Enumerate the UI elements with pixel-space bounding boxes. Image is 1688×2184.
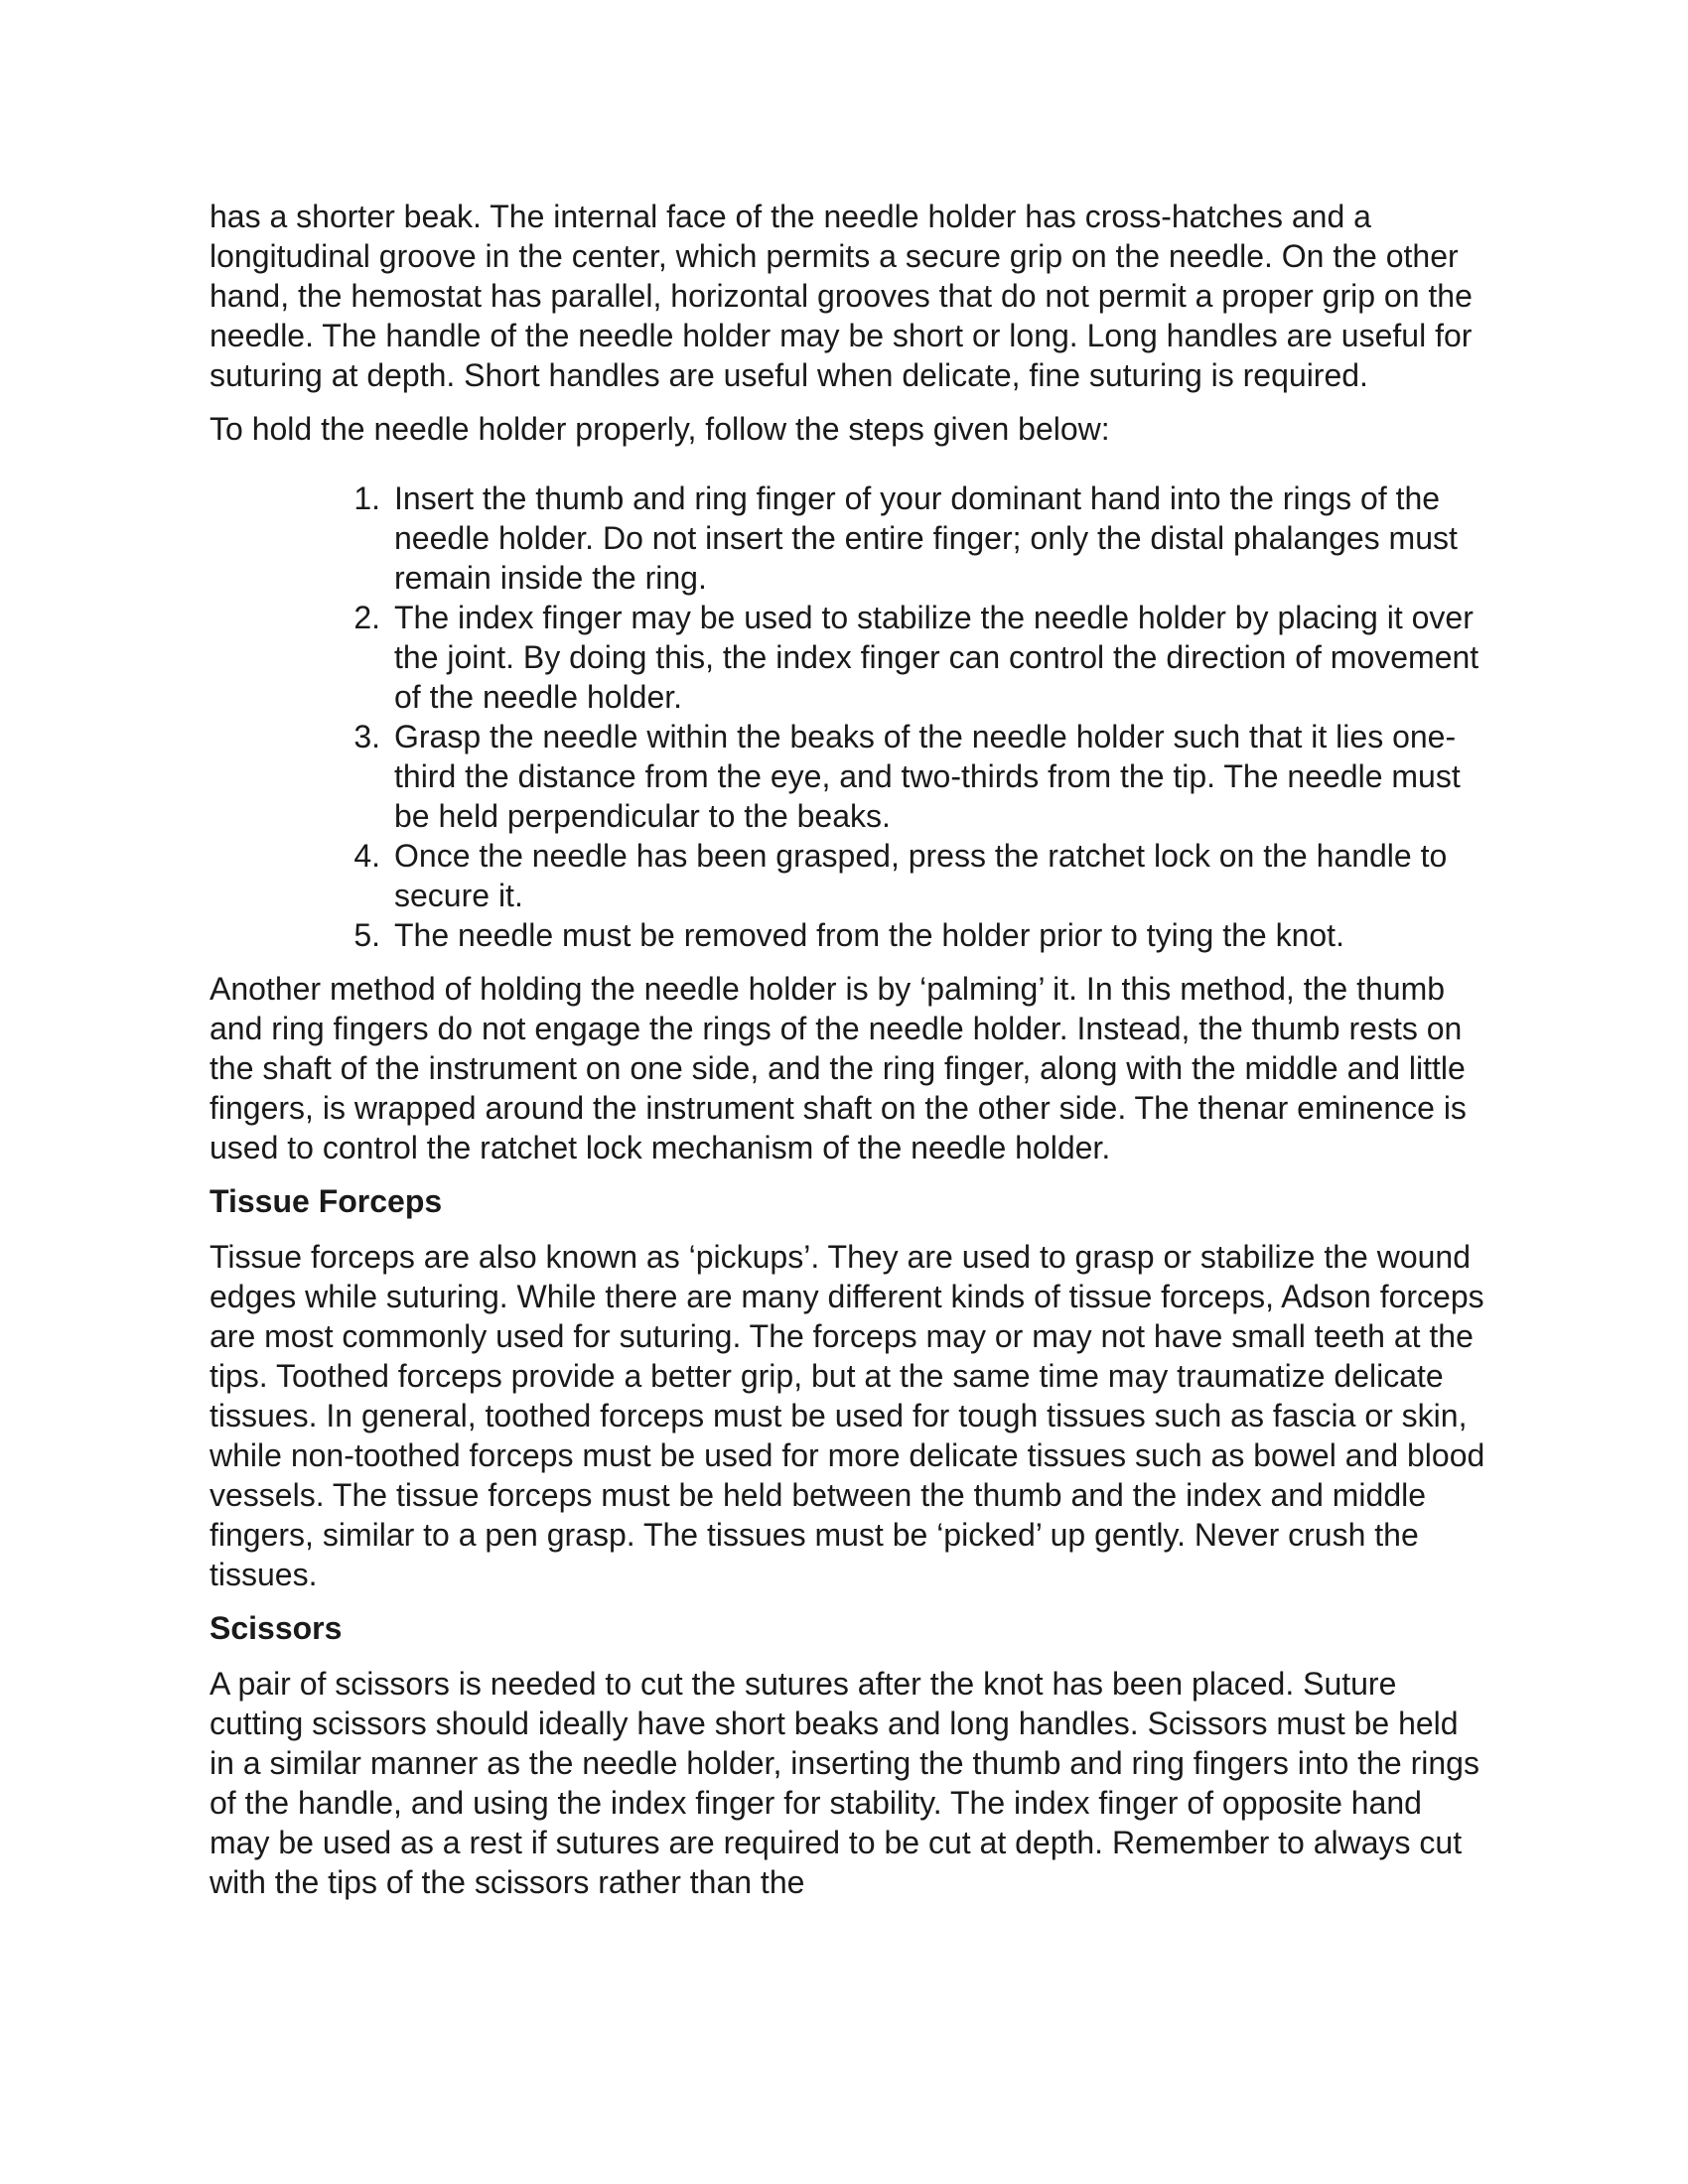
step-number: 1. xyxy=(353,480,380,516)
step-number: 4. xyxy=(353,838,380,874)
steps-list xyxy=(210,478,1490,955)
heading-tissue-forceps: Tissue Forceps xyxy=(210,1183,443,1219)
paragraph-tissue-forceps: Tissue forceps are also known as ‘pickups’. They are used to grasp or stabilize the wound edges while suturing. While there are many different kinds of tissue forceps, Adson forceps are most commonly used for suturing. The forceps may or may not have small teeth at the tips. Toothed forceps provide a better grip, but at the same time may traumatize delicate tissues. In general, toothed forceps must be used for tough tissues such as fascia or skin, while non-toothed forceps must be used for more delicate tissues such as bowel and blood vessels. The tissue forceps must be held between the thumb and the index and middle fingers, similar to a pen grasp. The tissues must be ‘picked’ up gently. Never crush the tissues. xyxy=(210,1239,1485,1592)
heading-scissors: Scissors xyxy=(210,1610,343,1646)
step-number: 5. xyxy=(353,917,380,953)
step-number: 3. xyxy=(353,719,380,754)
paragraph-steps-intro: To hold the needle holder properly, follow the steps given below: xyxy=(210,411,1110,447)
paragraph-scissors: A pair of scissors is needed to cut the sutures after the knot has been placed. Suture cutting scissors should ideally have short beaks and long handles. Scissors must be held in a similar manner as the needle holder, inserting the thumb and ring fingers into the rings of the handle, and using the index finger for stability. The index finger of opposite hand may be used as a rest if sutures are required to be cut at depth. Remember to always cut with the tips of the scissors rather than the xyxy=(210,1666,1479,1900)
step-text: The needle must be removed from the holder prior to tying the knot. xyxy=(394,917,1344,953)
step-number: 2. xyxy=(353,600,380,635)
document-page xyxy=(210,197,1490,1916)
list-item xyxy=(337,836,1490,915)
list-item xyxy=(337,598,1490,717)
list-item xyxy=(337,915,1490,955)
step-text: Once the needle has been grasped, press the ratchet lock on the handle to secure it. xyxy=(394,838,1448,913)
list-item xyxy=(337,717,1490,836)
step-text: Insert the thumb and ring finger of your dominant hand into the rings of the needle holder. Do not insert the entire finger; only the distal phalanges must remain inside the ring. xyxy=(394,480,1458,596)
step-text: The index finger may be used to stabilize the needle holder by placing it over the joint. By doing this, the index finger can control the direction of movement of the needle holder. xyxy=(394,600,1479,715)
paragraph-needle-holder-description: has a shorter beak. The internal face of the needle holder has cross-hatches and a longitudinal groove in the center, which permits a secure grip on the needle. On the other hand, the hemostat has parallel, horizontal grooves that do not permit a proper grip on the needle. The handle of the needle holder may be short or long. Long handles are useful for suturing at depth. Short handles are useful when delicate, fine suturing is required. xyxy=(210,199,1473,393)
list-item xyxy=(337,478,1490,598)
paragraph-palming-method: Another method of holding the needle holder is by ‘palming’ it. In this method, the thumb and ring fingers do not engage the rings of the needle holder. Instead, the thumb rests on the shaft of the instrument on one side, and the ring finger, along with the middle and little fingers, is wrapped around the instrument shaft on the other side. The thenar eminence is used to control the ratchet lock mechanism of the needle holder. xyxy=(210,971,1467,1165)
step-text: Grasp the needle within the beaks of the needle holder such that it lies one-third the distance from the eye, and two-thirds from the tip. The needle must be held perpendicular to the beaks. xyxy=(394,719,1461,834)
